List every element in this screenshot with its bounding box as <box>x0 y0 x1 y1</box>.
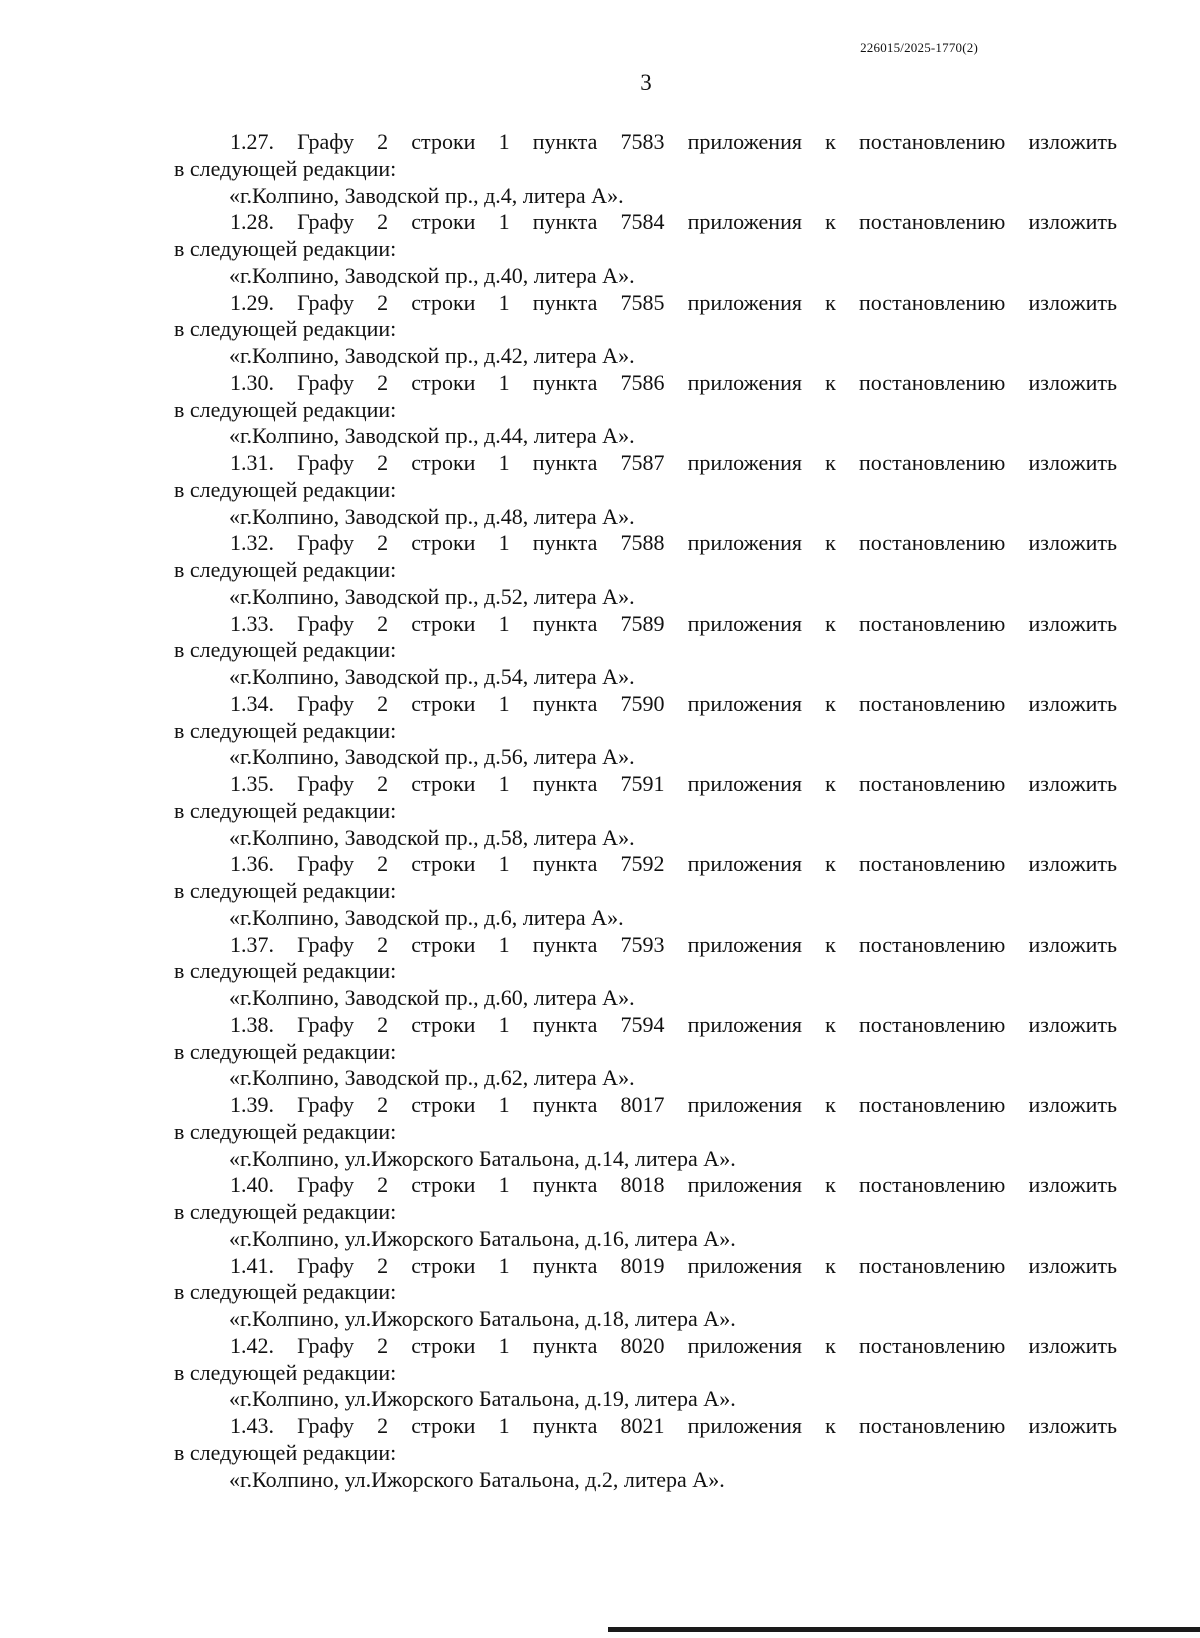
amendment-heading: 1.37. Графу 2 строки 1 пункта 7593 приложения к постановлению изложить <box>230 931 1117 957</box>
amendment-address: «г.Колпино, Заводской пр., д.6, литера А». <box>229 904 624 930</box>
amendment-item <box>174 530 1117 610</box>
amendment-heading: 1.32. Графу 2 строки 1 пункта 7588 приложения к постановлению изложить <box>230 530 1117 556</box>
amendment-continuation: в следующей редакции: <box>174 236 397 261</box>
amendment-item <box>174 290 1117 370</box>
amendment-continuation: в следующей редакции: <box>174 1199 397 1224</box>
amendment-item <box>174 1012 1117 1092</box>
amendment-address: «г.Колпино, Заводской пр., д.60, литера А». <box>229 985 635 1010</box>
amendment-continuation: в следующей редакции: <box>174 557 397 582</box>
amendment-address: «г.Колпино, ул.Ижорского Батальона, д.2, литера А». <box>229 1466 725 1492</box>
amendment-item <box>174 1092 1117 1172</box>
amendment-continuation: в следующей редакции: <box>174 1118 397 1144</box>
amendment-heading: 1.36. Графу 2 строки 1 пункта 7592 приложения к постановлению изложить <box>230 851 1117 877</box>
amendment-address: «г.Колпино, ул.Ижорского Батальона, д.19, литера А». <box>229 1386 736 1412</box>
amendment-heading: 1.40. Графу 2 строки 1 пункта 8018 приложения к постановлению изложить <box>230 1172 1117 1198</box>
amendment-item <box>174 851 1117 931</box>
amendment-continuation: в следующей редакции: <box>174 1279 397 1305</box>
document-body <box>174 129 1117 1493</box>
amendment-heading: 1.33. Графу 2 строки 1 пункта 7589 приложения к постановлению изложить <box>230 610 1117 636</box>
amendment-item <box>174 1253 1117 1333</box>
amendment-item <box>174 771 1117 851</box>
amendment-continuation: в следующей редакции: <box>174 1359 397 1385</box>
amendment-continuation: в следующей редакции: <box>174 476 397 502</box>
amendment-address: «г.Колпино, Заводской пр., д.58, литера А». <box>229 824 635 850</box>
amendment-item <box>174 370 1117 450</box>
amendment-heading: 1.29. Графу 2 строки 1 пункта 7585 приложения к постановлению изложить <box>230 289 1117 315</box>
amendment-item <box>174 1413 1117 1493</box>
amendment-continuation: в следующей редакции: <box>174 1439 397 1465</box>
amendment-address: «г.Колпино, Заводской пр., д.48, литера А». <box>229 503 635 529</box>
amendment-address: «г.Колпино, Заводской пр., д.56, литера А». <box>229 744 635 770</box>
amendment-item <box>174 209 1117 289</box>
amendment-continuation: в следующей редакции: <box>174 396 397 422</box>
amendment-address: «г.Колпино, Заводской пр., д.52, литера А». <box>229 583 635 609</box>
amendment-address: «г.Колпино, Заводской пр., д.54, литера А». <box>229 664 635 689</box>
amendment-address: «г.Колпино, Заводской пр., д.40, литера А». <box>229 262 635 288</box>
amendment-heading: 1.38. Графу 2 строки 1 пункта 7594 приложения к постановлению изложить <box>230 1011 1117 1037</box>
amendment-continuation: в следующей редакции: <box>174 1038 397 1064</box>
amendment-heading: 1.34. Графу 2 строки 1 пункта 7590 приложения к постановлению изложить <box>230 690 1117 716</box>
document-id: 226015/2025-1770(2) <box>860 40 978 55</box>
scan-edge-line <box>608 1627 1200 1632</box>
amendment-item <box>174 691 1117 771</box>
amendment-address: «г.Колпино, Заводской пр., д.62, литера А». <box>229 1065 635 1091</box>
amendment-heading: 1.42. Графу 2 строки 1 пункта 8020 приложения к постановлению изложить <box>230 1332 1117 1358</box>
amendment-heading: 1.27. Графу 2 строки 1 пункта 7583 приложения к постановлению изложить <box>230 129 1117 154</box>
amendment-heading: 1.30. Графу 2 строки 1 пункта 7586 приложения к постановлению изложить <box>230 369 1117 395</box>
page-number: 3 <box>640 70 652 95</box>
amendment-continuation: в следующей редакции: <box>174 958 397 984</box>
amendment-heading: 1.35. Графу 2 строки 1 пункта 7591 приложения к постановлению изложить <box>230 771 1117 796</box>
amendment-heading: 1.31. Графу 2 строки 1 пункта 7587 приложения к постановлению изложить <box>230 450 1117 475</box>
amendment-address: «г.Колпино, ул.Ижорского Батальона, д.14, литера А». <box>229 1145 736 1171</box>
amendment-item <box>174 129 1117 209</box>
amendment-address: «г.Колпино, Заводской пр., д.44, литера А». <box>229 423 635 449</box>
amendment-item <box>174 611 1117 691</box>
amendment-item <box>174 1333 1117 1413</box>
amendment-continuation: в следующей редакции: <box>174 797 397 823</box>
amendment-continuation: в следующей редакции: <box>174 155 397 181</box>
amendment-continuation: в следующей редакции: <box>174 878 397 903</box>
amendment-item <box>174 450 1117 530</box>
amendment-address: «г.Колпино, ул.Ижорского Батальона, д.18, литера А». <box>229 1306 736 1331</box>
amendment-heading: 1.43. Графу 2 строки 1 пункта 8021 приложения к постановлению изложить <box>230 1413 1117 1438</box>
amendment-address: «г.Колпино, Заводской пр., д.4, литера А». <box>229 182 624 208</box>
amendment-continuation: в следующей редакции: <box>174 316 397 342</box>
amendment-heading: 1.28. Графу 2 строки 1 пункта 7584 приложения к постановлению изложить <box>230 209 1117 235</box>
amendment-address: «г.Колпино, ул.Ижорского Батальона, д.16, литера А». <box>229 1225 736 1251</box>
amendment-item <box>174 932 1117 1012</box>
amendment-address: «г.Колпино, Заводской пр., д.42, литера А». <box>229 343 635 368</box>
amendment-continuation: в следующей редакции: <box>174 717 397 743</box>
amendment-continuation: в следующей редакции: <box>174 637 397 663</box>
amendment-heading: 1.39. Графу 2 строки 1 пункта 8017 приложения к постановлению изложить <box>230 1092 1117 1117</box>
amendment-heading: 1.41. Графу 2 строки 1 пункта 8019 приложения к постановлению изложить <box>230 1252 1117 1278</box>
amendment-item <box>174 1172 1117 1252</box>
